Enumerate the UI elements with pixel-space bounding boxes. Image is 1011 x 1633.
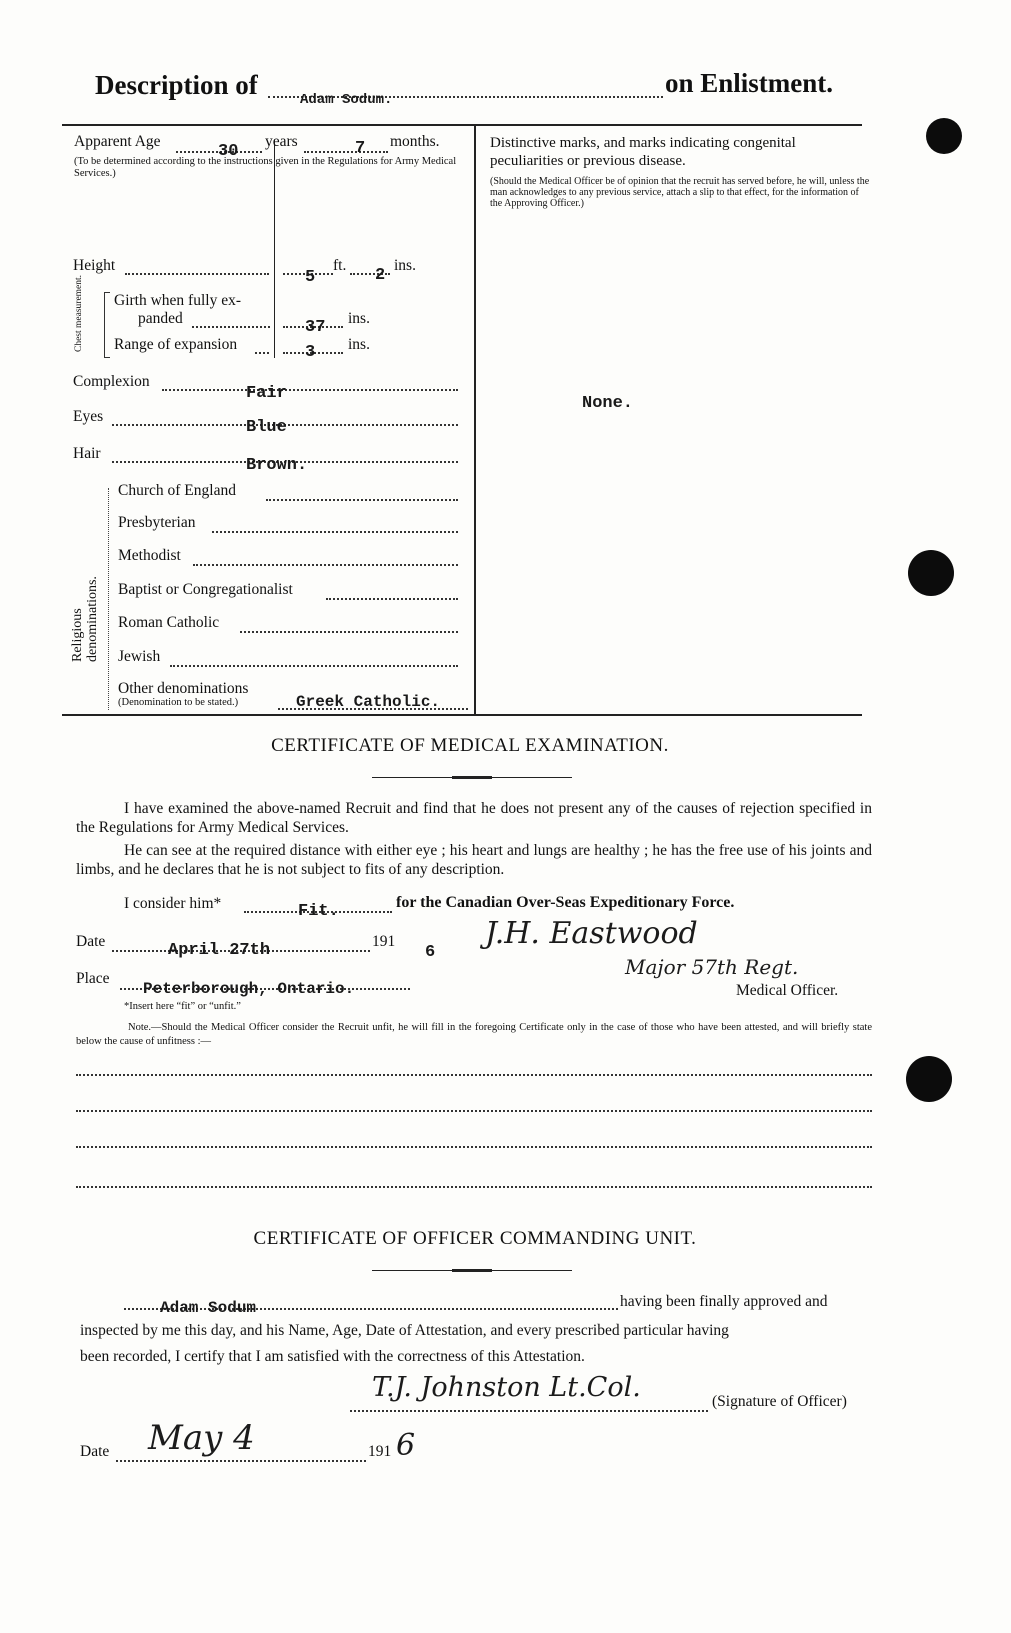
range-label: Range of expansion [114,336,238,353]
height-line [125,273,269,275]
girth-unit: ins. [348,310,370,327]
place-value: Peterborough, Ontario. [143,980,355,998]
commanding-line-2: inspected by me this day, and his Name, Age, Date of Attestation, and every prescribed particular having [80,1322,729,1339]
commanding-officer-signature: T.J. Johnston Lt.Col. [372,1372,641,1403]
medical-year-digit: 6 [425,943,436,962]
religion-item-baptist: Baptist or Congregationalist [118,581,293,598]
header-title-right: on Enlistment. [665,68,834,98]
commanding-title-rule-bold [452,1269,492,1272]
ft-label: ft. [333,257,347,274]
medical-officer-rank: Major 57th Regt. [625,955,799,979]
age-note: (To be determined according to the instructions given in the Regulations for Army Medical Services.) [74,156,457,179]
age-years: 30 [218,142,239,161]
presbyterian-line [212,531,458,533]
other-denominations-note: (Denomination to be stated.) [118,697,239,708]
girth-line [192,326,270,328]
ins-label: ins. [394,257,416,274]
complexion-value: Fair [246,384,287,403]
medical-officer-signature: J.H. Eastwood [485,916,698,951]
consider-suffix: for the Canadian Over-Seas Expeditionary Force. [396,894,735,911]
medical-note: Note.—Should the Medical Officer consider the Recruit unfit, he will fill in the foregoing Certificate only in the case of those who have been attested, and will briefly state below the cause of unfitness :— [76,1022,872,1047]
medical-date-value: April 27th [168,941,271,960]
commanding-year-prefix: 191 [368,1443,392,1460]
hair-label: Hair [73,445,101,462]
eyes-value: Blue [246,418,287,437]
religion-item-jewish: Jewish [118,648,161,665]
religion-item-methodist: Methodist [118,547,181,564]
religion-item-roman-catholic: Roman Catholic [118,614,220,631]
header-rule [62,124,862,126]
commanding-line-1-suffix: having been finally approved and [620,1293,828,1310]
consider-value: Fit. [298,902,339,921]
place-label: Place [76,970,110,987]
religion-side-label: Religious denominations. [70,576,100,662]
marks-heading: Distinctive marks, and marks indicating congenital peculiarities or previous disease. [490,135,796,169]
insert-note: *Insert here “fit” or “unfit.” [124,1001,241,1012]
chest-brace [104,292,110,358]
commanding-date-value: May 4 [148,1418,255,1458]
religion-item-church-of-england: Church of England [118,482,236,499]
punch-hole-bottom [906,1056,952,1102]
age-label: Apparent Age [74,133,161,150]
recruit-name: Adam Sodum. [300,92,393,108]
medical-year-prefix: 191 [372,933,396,950]
medical-para-2: He can see at the required distance with either eye ; his heart and lungs are healthy ; he has the free use of his joints and limbs, and he declares that he is not subject to fits of any description. [76,842,872,878]
commanding-date-label: Date [80,1443,110,1460]
age-months: 7 [355,139,366,158]
commanding-title: CERTIFICATE OF OFFICER COMMANDING UNIT. [253,1228,697,1249]
eyes-label: Eyes [73,408,104,425]
marks-value: None. [582,394,634,413]
chest-label: Chest measurement. [74,274,84,352]
medical-title: CERTIFICATE OF MEDICAL EXAMINATION. [271,735,669,756]
girth-label-1: Girth when fully ex- [114,292,241,309]
religion-brace [108,488,113,710]
marks-note: (Should the Medical Officer be of opinion that the recruit has served before, he will, unless the man acknowledges to any previous service, attach a slip to that effect, for the information of the Approving Officer.) [490,176,870,209]
other-denominations-label: Other denominations [118,680,249,697]
baptist-line [326,598,458,600]
commanding-recruit-name: Adam Sodum [160,1299,257,1317]
girth-label-2: panded [138,310,183,327]
age-months-line [304,151,388,153]
signature-of-officer-label: (Signature of Officer) [712,1393,847,1410]
height-ft: 5 [305,268,316,287]
description-bottom-rule [62,714,862,716]
roman-catholic-line [240,631,458,633]
consider-label: I consider him* [124,895,222,912]
medical-date-label: Date [76,933,106,950]
punch-hole-top [926,118,962,154]
header-title-left: Description of [95,70,258,100]
commanding-date-line [116,1460,366,1462]
column-divider [474,126,476,714]
age-years-label: years [265,133,298,150]
range-unit: ins. [348,336,370,353]
unfitness-line-3 [76,1146,872,1148]
medical-title-rule-bold [452,776,492,779]
medical-officer-label: Medical Officer. [736,982,839,999]
complexion-line [162,389,458,391]
punch-hole-middle [908,550,954,596]
hair-value: Brown. [246,456,308,475]
religion-item-presbyterian: Presbyterian [118,514,196,531]
height-label: Height [73,257,116,274]
methodist-line [193,564,458,566]
commanding-signature-line [350,1410,708,1412]
range-value: 3 [305,343,316,362]
unfitness-line-1 [76,1074,872,1076]
unfitness-line-2 [76,1110,872,1112]
jewish-line [170,665,458,667]
commanding-year-digit: 6 [396,1428,416,1463]
age-months-label: months. [390,133,440,150]
other-denominations-value: Greek Catholic. [296,693,441,711]
medical-para-1: I have examined the above-named Recruit and find that he does not present any of the causes of rejection specified in the Regulations for Army Medical Services. [76,800,872,836]
height-ins: 2 [375,266,386,285]
range-line [255,352,269,354]
unfitness-line-4 [76,1186,872,1188]
commanding-line-3: been recorded, I certify that I am satisfied with the correctness of this Attestation. [80,1348,585,1365]
girth-value: 37 [305,318,326,337]
church-of-england-line [266,499,458,501]
complexion-label: Complexion [73,373,150,390]
